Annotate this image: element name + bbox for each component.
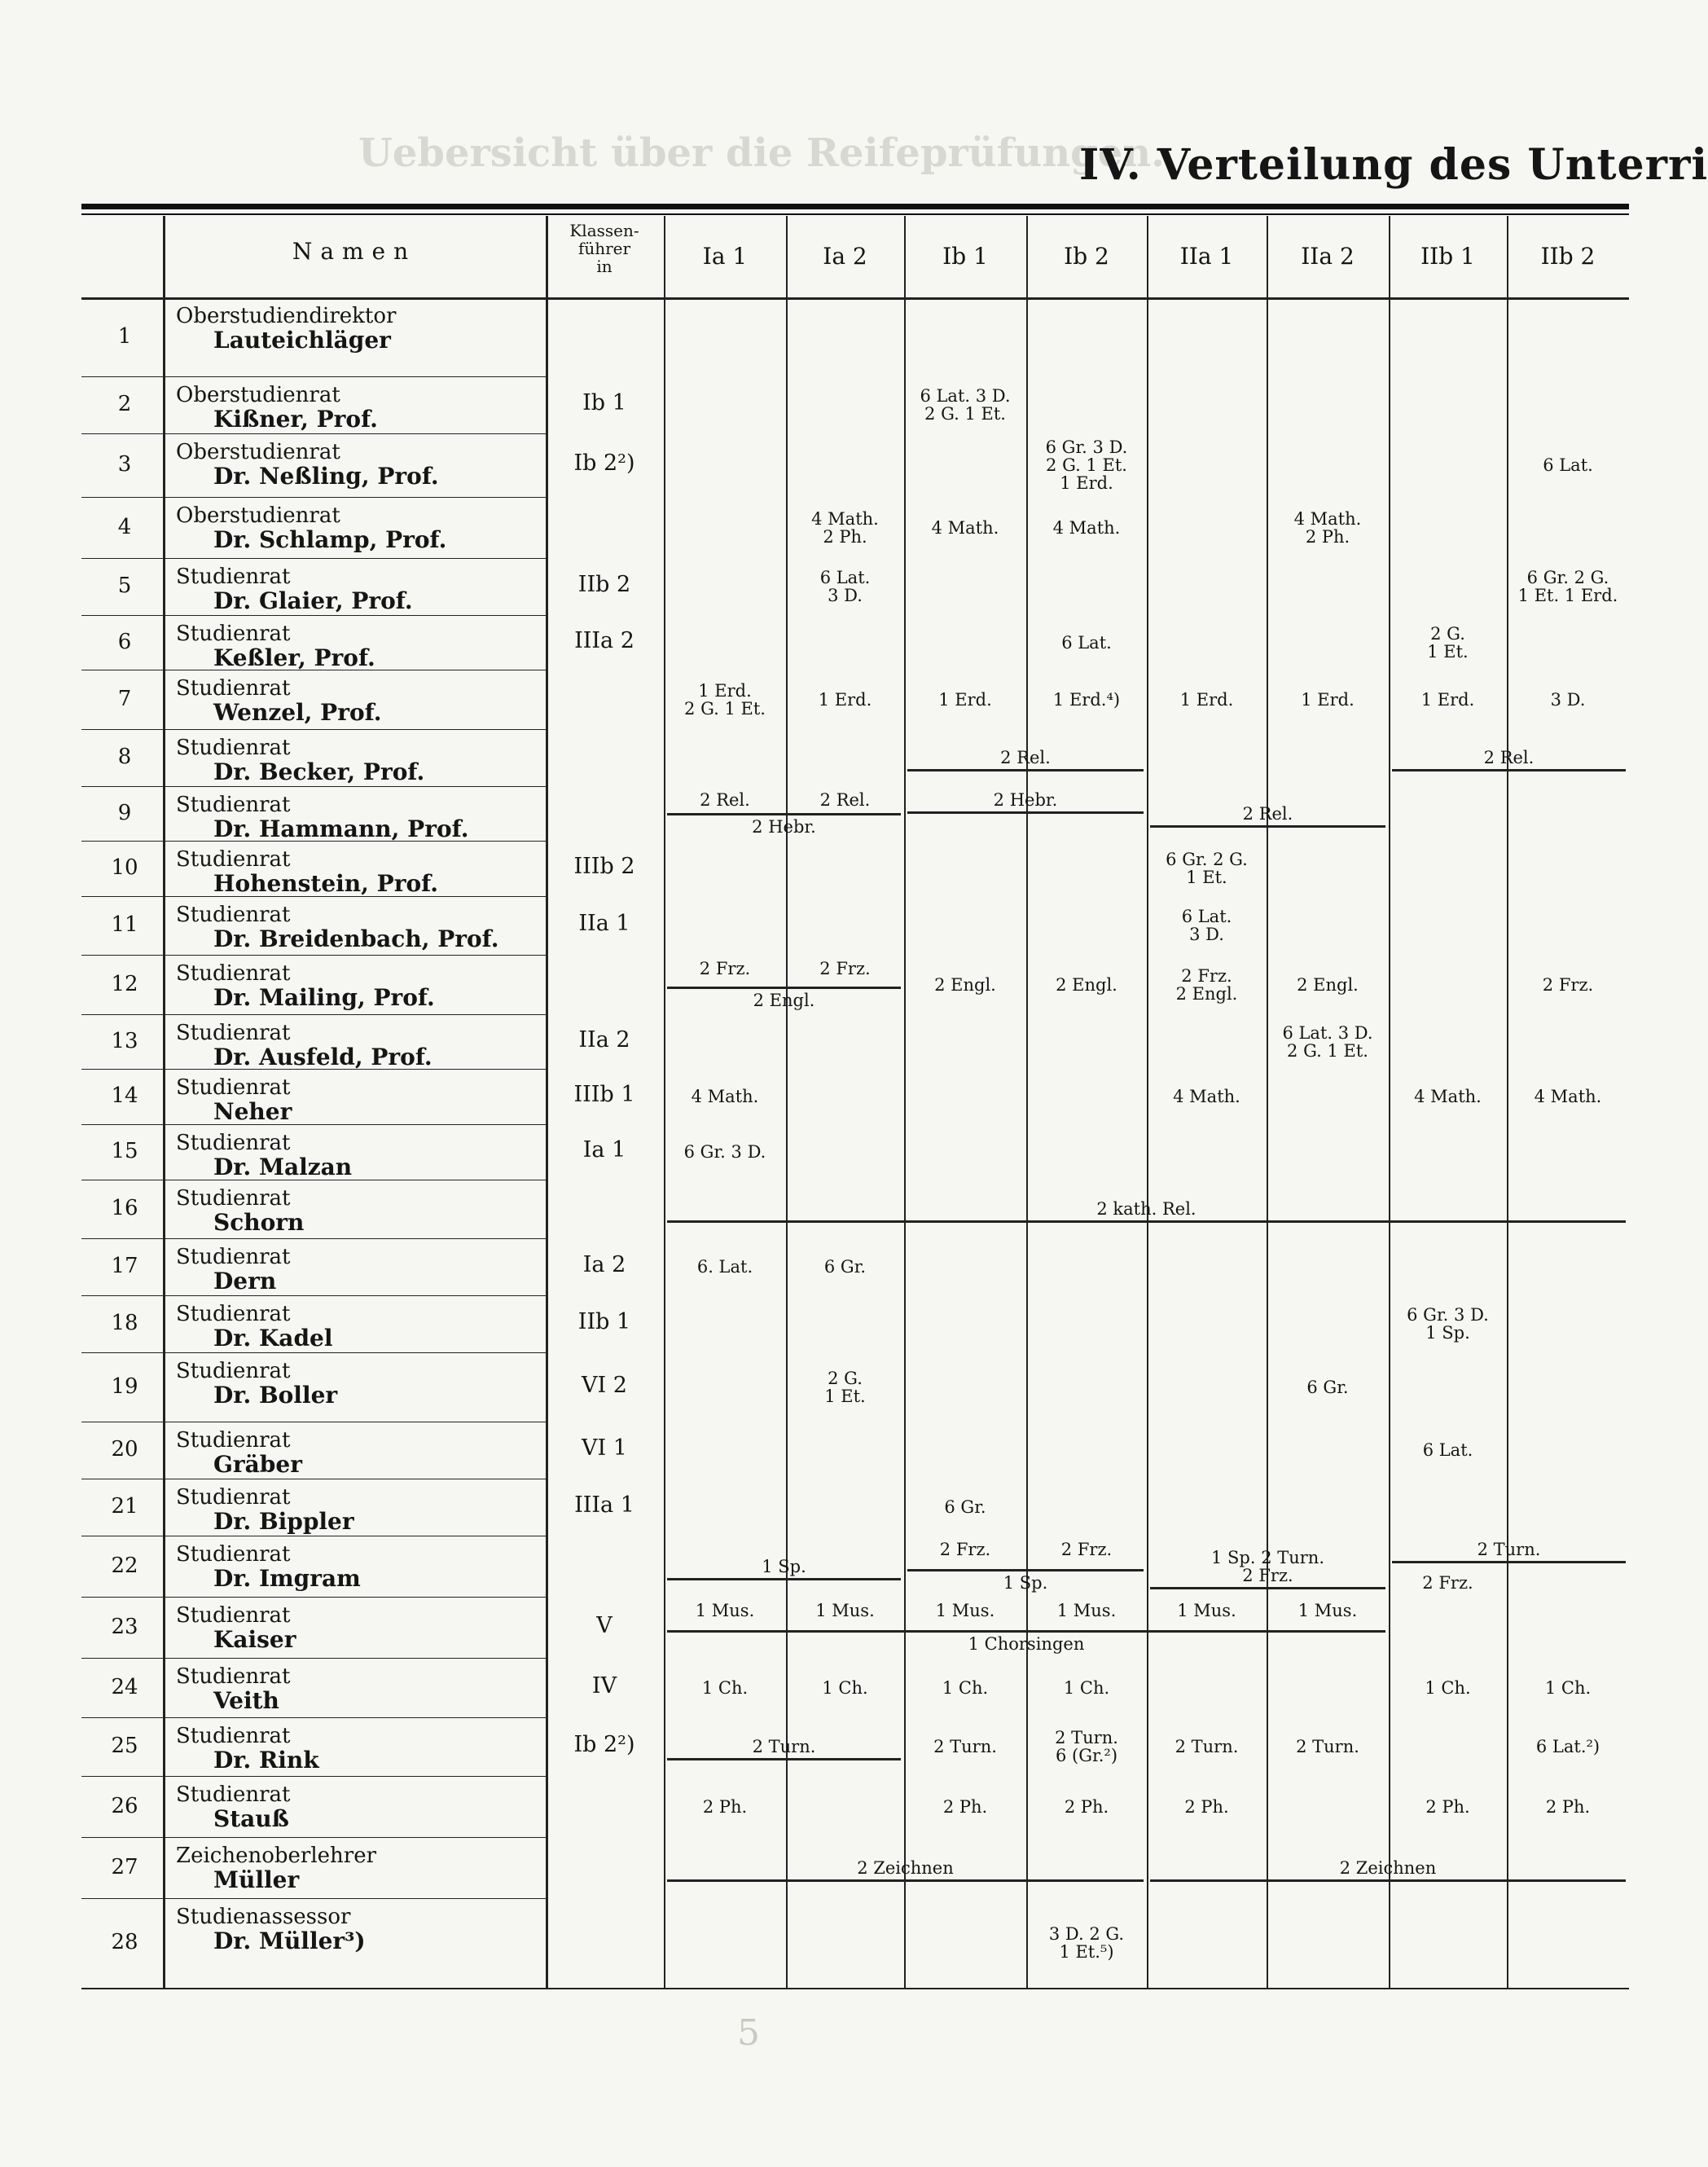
class-header: IIb 2 bbox=[1540, 243, 1596, 270]
row-divider bbox=[81, 1597, 546, 1598]
row-divider bbox=[81, 1238, 546, 1239]
teaching-assignment: 3 D. bbox=[1550, 689, 1586, 710]
teacher-name: Dr. Malzan bbox=[213, 1154, 353, 1180]
teaching-assignment: 2 Frz. bbox=[939, 1540, 991, 1559]
teacher-name: Dr. Rink bbox=[213, 1747, 319, 1774]
teacher-name: Dr. Hammann, Prof. bbox=[213, 815, 469, 842]
background-bleedthrough-title: Uebersicht über die Reifeprüfungen. bbox=[358, 130, 1165, 176]
class-teacher-of: IIIb 1 bbox=[573, 1082, 635, 1107]
combined-class-rule bbox=[907, 1569, 1144, 1571]
teacher-name: Dr. Becker, Prof. bbox=[213, 758, 425, 785]
teacher-name: Gräber bbox=[213, 1451, 302, 1478]
teaching-assignment: 2 Ph. bbox=[702, 1796, 748, 1817]
teaching-assignment: 2 Zeichnen bbox=[857, 1857, 954, 1878]
teaching-assignment: 1 Sp. bbox=[1003, 1573, 1048, 1593]
combined-class-rule bbox=[1150, 1587, 1385, 1589]
teaching-assignment: 1 Mus. bbox=[1177, 1601, 1236, 1620]
teacher-name: Keßler, Prof. bbox=[213, 644, 375, 671]
teacher-name: Dr. Boller bbox=[213, 1382, 338, 1409]
teaching-assignment: 2 Rel. bbox=[700, 790, 750, 810]
teacher-name: Dern bbox=[213, 1268, 277, 1294]
teaching-assignment: 1 Erd.⁴) bbox=[1052, 689, 1121, 710]
row-number: 14 bbox=[111, 1084, 138, 1108]
teaching-assignment: 6 Gr. bbox=[823, 1257, 867, 1277]
teaching-assignment: 2 Turn. bbox=[933, 1737, 997, 1756]
row-number: 20 bbox=[111, 1437, 138, 1462]
teaching-assignment: 1 Erd. bbox=[1420, 689, 1475, 710]
teaching-assignment: 1 Erd. bbox=[818, 689, 872, 710]
row-divider bbox=[81, 1352, 546, 1353]
teaching-assignment: 2 Turn. bbox=[1296, 1737, 1359, 1756]
teacher-name: Dr. Glaier, Prof. bbox=[213, 587, 413, 614]
row-divider bbox=[81, 1124, 546, 1125]
teacher-name: Neher bbox=[213, 1098, 292, 1125]
row-number: 5 bbox=[117, 574, 132, 598]
teaching-assignment: 2 Rel. bbox=[1483, 748, 1535, 767]
teaching-assignment: 2 Turn. bbox=[752, 1737, 816, 1756]
teaching-assignment: 6 Lat. bbox=[1543, 455, 1593, 475]
class-teacher-of: Ia 1 bbox=[582, 1137, 626, 1163]
class-teacher-of: IIIa 2 bbox=[574, 627, 634, 653]
class-teacher-of: Ib 1 bbox=[582, 390, 626, 415]
teacher-rank: Studienrat bbox=[176, 1603, 291, 1628]
teaching-assignment: 2 Hebr. bbox=[752, 817, 816, 837]
teacher-rank: Studienrat bbox=[176, 903, 291, 927]
teaching-assignment: 2 Frz. bbox=[1542, 974, 1594, 995]
teaching-assignment: 1 Ch. bbox=[1425, 1677, 1471, 1698]
row-number: 6 bbox=[117, 629, 132, 654]
teacher-name: Dr. Breidenbach, Prof. bbox=[213, 925, 499, 952]
teaching-assignment: 1 Ch. bbox=[942, 1677, 989, 1698]
teaching-assignment: 6 Lat. 3 D. bbox=[819, 568, 871, 605]
teaching-assignment: 6 Lat. 3 D. 2 G. 1 Et. bbox=[1282, 1022, 1373, 1061]
row-number: 27 bbox=[111, 1854, 138, 1879]
teaching-assignment: 4 Math. bbox=[931, 517, 999, 538]
teacher-rank: Oberstudiendirektor bbox=[176, 304, 397, 328]
teaching-assignment: 1 Ch. bbox=[822, 1677, 868, 1698]
class-header: IIb 1 bbox=[1420, 243, 1475, 270]
teaching-assignment: 2 Rel. bbox=[1000, 748, 1051, 767]
header-bottom-rule bbox=[81, 297, 1629, 300]
row-divider bbox=[81, 955, 546, 956]
teaching-assignment: 1 Chorsingen bbox=[968, 1634, 1085, 1654]
row-number: 15 bbox=[111, 1139, 138, 1163]
teaching-assignment: 2 Ph. bbox=[942, 1796, 988, 1817]
teacher-name: Dr. Bippler bbox=[213, 1508, 354, 1535]
class-teacher-of: VI 1 bbox=[582, 1435, 627, 1461]
class-teacher-of: Ib 2²) bbox=[573, 1732, 635, 1757]
teaching-assignment: 6 Lat. 3 D. bbox=[1181, 907, 1232, 944]
teaching-assignment: 2 Engl. bbox=[934, 974, 996, 995]
row-number: 3 bbox=[117, 452, 132, 477]
teaching-assignment: 2 Ph. bbox=[1064, 1796, 1109, 1817]
teacher-name: Dr. Schlamp, Prof. bbox=[213, 526, 447, 553]
row-number: 26 bbox=[111, 1793, 138, 1818]
row-number: 13 bbox=[111, 1028, 138, 1053]
row-number: 2 bbox=[117, 392, 132, 416]
class-header: Ia 1 bbox=[702, 243, 748, 270]
teaching-assignment: 1 Mus. bbox=[815, 1601, 875, 1620]
teacher-name: Veith bbox=[213, 1687, 279, 1714]
teaching-assignment: 6 Lat.²) bbox=[1535, 1737, 1600, 1756]
teaching-assignment: 1 Mus. bbox=[935, 1601, 995, 1620]
teaching-assignment: 2 Frz. bbox=[1422, 1573, 1473, 1593]
teacher-rank: Studienrat bbox=[176, 736, 291, 760]
row-number: 8 bbox=[117, 745, 132, 769]
column-divider bbox=[786, 216, 788, 1988]
top-rule-thin bbox=[81, 213, 1629, 215]
teacher-name: Kißner, Prof. bbox=[213, 406, 378, 433]
teacher-name: Dr. Mailing, Prof. bbox=[213, 984, 435, 1011]
class-teacher-of: VI 2 bbox=[582, 1372, 627, 1398]
class-teacher-of: IIIa 1 bbox=[574, 1492, 634, 1518]
teaching-assignment: 1 Mus. bbox=[1297, 1601, 1358, 1620]
teaching-assignment: 4 Math. 2 Ph. bbox=[811, 508, 879, 547]
teaching-assignment: 6 Gr. 3 D. 1 Sp. bbox=[1407, 1305, 1489, 1343]
teacher-rank: Oberstudienrat bbox=[176, 503, 340, 528]
teaching-assignment: 2 Rel. bbox=[1242, 803, 1293, 824]
row-number: 25 bbox=[111, 1734, 138, 1758]
teaching-assignment: 2 Frz. bbox=[819, 959, 871, 978]
teaching-assignment: 1 Ch. bbox=[701, 1677, 749, 1698]
teaching-assignment: 4 Math. bbox=[691, 1087, 759, 1106]
teaching-assignment: 2 Hebr. bbox=[993, 790, 1058, 810]
combined-class-rule bbox=[667, 1630, 1385, 1633]
row-number: 12 bbox=[111, 971, 138, 996]
teaching-assignment: 6 Gr. 2 G. 1 Et. 1 Erd. bbox=[1517, 568, 1618, 605]
row-divider bbox=[81, 1837, 546, 1838]
combined-class-rule bbox=[1150, 1879, 1626, 1882]
row-number: 23 bbox=[111, 1614, 138, 1639]
row-number: 28 bbox=[111, 1930, 138, 1954]
teaching-assignment: 1 Erd. bbox=[1301, 689, 1355, 710]
row-divider bbox=[81, 1295, 546, 1296]
row-divider bbox=[81, 615, 546, 616]
header-name: Namen bbox=[292, 238, 417, 265]
row-number: 11 bbox=[111, 912, 138, 937]
class-header: Ib 2 bbox=[1064, 243, 1109, 270]
teaching-assignment: 2 Engl. bbox=[753, 991, 815, 1010]
teacher-rank: Studienrat bbox=[176, 565, 291, 589]
row-number: 9 bbox=[117, 800, 132, 825]
class-teacher-of: IIa 2 bbox=[578, 1026, 630, 1053]
teaching-assignment: 2 Frz. bbox=[699, 959, 751, 978]
row-number: 19 bbox=[111, 1374, 138, 1399]
teaching-assignment: 6. Lat. bbox=[696, 1257, 753, 1277]
column-divider bbox=[163, 216, 165, 1988]
teacher-rank: Studienrat bbox=[176, 1021, 291, 1045]
combined-class-rule bbox=[667, 1220, 1626, 1223]
table-bottom-rule bbox=[81, 1988, 1629, 1989]
teacher-rank: Studienrat bbox=[176, 1186, 291, 1211]
class-teacher-of: IV bbox=[591, 1673, 617, 1699]
teacher-name: Kaiser bbox=[213, 1626, 296, 1653]
teacher-name: Stauß bbox=[213, 1805, 289, 1832]
column-divider bbox=[1267, 216, 1268, 1988]
class-teacher-of: IIIb 2 bbox=[573, 854, 635, 879]
page-number: 5 bbox=[737, 2012, 760, 2054]
class-teacher-of: Ib 2²) bbox=[573, 451, 635, 476]
teaching-assignment: 6 Gr. 2 G. 1 Et. bbox=[1166, 850, 1248, 887]
class-teacher-of: V bbox=[596, 1612, 613, 1638]
teacher-rank: Studienrat bbox=[176, 1359, 291, 1383]
teaching-assignment: 2 Turn. bbox=[1175, 1737, 1239, 1756]
teacher-rank: Studienrat bbox=[176, 1302, 291, 1326]
teacher-name: Schorn bbox=[213, 1209, 305, 1236]
top-rule-thick bbox=[81, 204, 1629, 209]
teacher-rank: Studienrat bbox=[176, 1075, 291, 1100]
combined-class-rule bbox=[1392, 769, 1626, 771]
row-divider bbox=[81, 1776, 546, 1777]
row-divider bbox=[81, 376, 546, 377]
row-divider bbox=[81, 1658, 546, 1659]
teaching-assignment: 1 Erd. bbox=[938, 689, 992, 710]
teaching-assignment: 1 Mus. bbox=[1056, 1601, 1117, 1620]
class-teacher-of: IIb 1 bbox=[577, 1309, 631, 1334]
teaching-assignment: 3 D. 2 G. 1 Et.⁵) bbox=[1048, 1924, 1125, 1962]
teacher-name: Dr. Ausfeld, Prof. bbox=[213, 1044, 432, 1070]
class-teacher-of: Ia 2 bbox=[582, 1252, 626, 1277]
teacher-rank: Studienrat bbox=[176, 622, 291, 646]
row-number: 1 bbox=[117, 323, 132, 349]
teacher-name: Dr. Imgram bbox=[213, 1565, 361, 1592]
teaching-assignment: 1 Mus. bbox=[695, 1601, 755, 1620]
teaching-assignment: 1 Sp. 2 Turn. 2 Frz. bbox=[1210, 1547, 1325, 1585]
teacher-rank: Studienrat bbox=[176, 793, 291, 817]
row-number: 16 bbox=[111, 1196, 138, 1220]
row-number: 17 bbox=[111, 1254, 138, 1278]
teacher-rank: Zeichenoberlehrer bbox=[176, 1844, 377, 1868]
class-header: Ib 1 bbox=[942, 243, 988, 270]
teaching-assignment: 2 Ph. bbox=[1425, 1796, 1470, 1817]
teacher-name: Müller bbox=[213, 1866, 300, 1893]
teaching-assignment: 4 Math. bbox=[1052, 517, 1121, 538]
teacher-rank: Studienrat bbox=[176, 676, 291, 701]
teaching-assignment: 6 Gr. 3 D. bbox=[683, 1142, 766, 1162]
teaching-assignment: 2 Frz. bbox=[1060, 1540, 1113, 1559]
teaching-assignment: 1 Erd. 2 G. 1 Et. bbox=[684, 680, 766, 719]
row-divider bbox=[81, 1898, 546, 1899]
teaching-assignment: 2 kath. Rel. bbox=[1096, 1199, 1196, 1219]
teaching-assignment: 2 G. 1 Et. bbox=[824, 1368, 866, 1406]
row-divider bbox=[81, 1717, 546, 1718]
teacher-rank: Studienrat bbox=[176, 1664, 291, 1689]
row-number: 7 bbox=[117, 686, 132, 711]
teaching-assignment: 4 Math. bbox=[1173, 1087, 1240, 1106]
teaching-assignment: 2 Rel. bbox=[819, 790, 871, 810]
teaching-assignment: 2 Frz. 2 Engl. bbox=[1175, 965, 1238, 1004]
row-divider bbox=[81, 729, 546, 730]
teaching-assignment: 2 Turn. 6 (Gr.²) bbox=[1055, 1728, 1118, 1765]
row-divider bbox=[81, 433, 546, 434]
row-divider bbox=[81, 497, 546, 498]
teaching-assignment: 2 G. 1 Et. bbox=[1427, 623, 1469, 662]
row-divider bbox=[81, 558, 546, 559]
teaching-assignment: 1 Ch. bbox=[1544, 1677, 1592, 1698]
teacher-rank: Oberstudienrat bbox=[176, 383, 340, 407]
teacher-rank: Studienrat bbox=[176, 1485, 291, 1510]
teacher-name: Dr. Kadel bbox=[213, 1325, 333, 1352]
combined-class-rule bbox=[667, 1879, 1144, 1882]
column-divider bbox=[904, 216, 906, 1988]
row-number: 10 bbox=[111, 855, 138, 880]
teaching-assignment: 2 Turn. bbox=[1477, 1540, 1541, 1559]
teaching-assignment: 4 Math. bbox=[1534, 1087, 1602, 1106]
class-header: Ia 2 bbox=[823, 243, 867, 270]
teaching-assignment: 4 Math. bbox=[1414, 1087, 1482, 1106]
class-header: IIa 2 bbox=[1301, 243, 1355, 270]
teacher-rank: Studienrat bbox=[176, 1724, 291, 1748]
teaching-assignment: 6 Gr. bbox=[944, 1497, 986, 1517]
combined-class-rule bbox=[667, 1578, 901, 1580]
class-teacher-of: IIa 1 bbox=[578, 911, 630, 936]
teaching-assignment: 6 Gr. bbox=[1306, 1377, 1349, 1397]
combined-class-rule bbox=[667, 813, 901, 815]
teaching-assignment: 6 Gr. 3 D. 2 G. 1 Et. 1 Erd. bbox=[1045, 437, 1128, 493]
teaching-assignment: 4 Math. 2 Ph. bbox=[1293, 508, 1362, 547]
teacher-name: Lauteichläger bbox=[213, 327, 391, 354]
teacher-rank: Studienrat bbox=[176, 1245, 291, 1269]
teaching-assignment: 2 Engl. bbox=[1056, 974, 1117, 995]
teaching-assignment: 6 Lat. 3 D. 2 G. 1 Et. bbox=[920, 386, 1011, 424]
teacher-name: Hohenstein, Prof. bbox=[213, 870, 438, 897]
combined-class-rule bbox=[667, 1758, 901, 1760]
combined-class-rule bbox=[1392, 1561, 1626, 1563]
row-divider bbox=[81, 1014, 546, 1015]
header-klassenfuehrer: Klassen- führer in bbox=[569, 221, 639, 276]
teacher-rank: Oberstudienrat bbox=[176, 440, 340, 464]
teacher-rank: Studienrat bbox=[176, 961, 291, 986]
row-divider bbox=[81, 786, 546, 787]
teaching-assignment: 2 Ph. bbox=[1545, 1796, 1591, 1817]
combined-class-rule bbox=[907, 811, 1144, 814]
teacher-rank: Studienrat bbox=[176, 1131, 291, 1155]
teacher-rank: Studienassessor bbox=[176, 1905, 351, 1929]
teaching-assignment: 1 Ch. bbox=[1063, 1677, 1110, 1698]
teacher-name: Dr. Müller³) bbox=[213, 1927, 366, 1954]
row-number: 22 bbox=[111, 1553, 138, 1578]
row-number: 18 bbox=[111, 1311, 138, 1335]
teaching-assignment: 2 Ph. bbox=[1184, 1796, 1229, 1817]
teaching-assignment: 1 Sp. bbox=[762, 1556, 806, 1576]
teaching-assignment: 2 Zeichnen bbox=[1339, 1857, 1437, 1878]
row-number: 4 bbox=[117, 514, 132, 539]
teacher-rank: Studienrat bbox=[176, 1782, 291, 1807]
teacher-rank: Studienrat bbox=[176, 847, 291, 872]
row-number: 24 bbox=[111, 1674, 138, 1699]
combined-class-rule bbox=[1150, 825, 1385, 828]
teacher-name: Wenzel, Prof. bbox=[213, 699, 382, 726]
class-header: IIa 1 bbox=[1179, 243, 1234, 270]
class-teacher-of: IIb 2 bbox=[577, 572, 631, 597]
teaching-assignment: 6 Lat. bbox=[1061, 632, 1112, 653]
teacher-name: Dr. Neßling, Prof. bbox=[213, 463, 439, 490]
teaching-assignment: 2 Engl. bbox=[1297, 974, 1359, 995]
teaching-assignment: 6 Lat. bbox=[1422, 1440, 1473, 1460]
teacher-rank: Studienrat bbox=[176, 1428, 291, 1453]
teaching-assignment: 1 Erd. bbox=[1179, 689, 1234, 710]
combined-class-rule bbox=[667, 987, 901, 989]
teacher-rank: Studienrat bbox=[176, 1542, 291, 1567]
page-title: IV. Verteilung des Unterri bbox=[1079, 140, 1708, 190]
combined-class-rule bbox=[907, 769, 1144, 771]
row-number: 21 bbox=[111, 1494, 138, 1519]
